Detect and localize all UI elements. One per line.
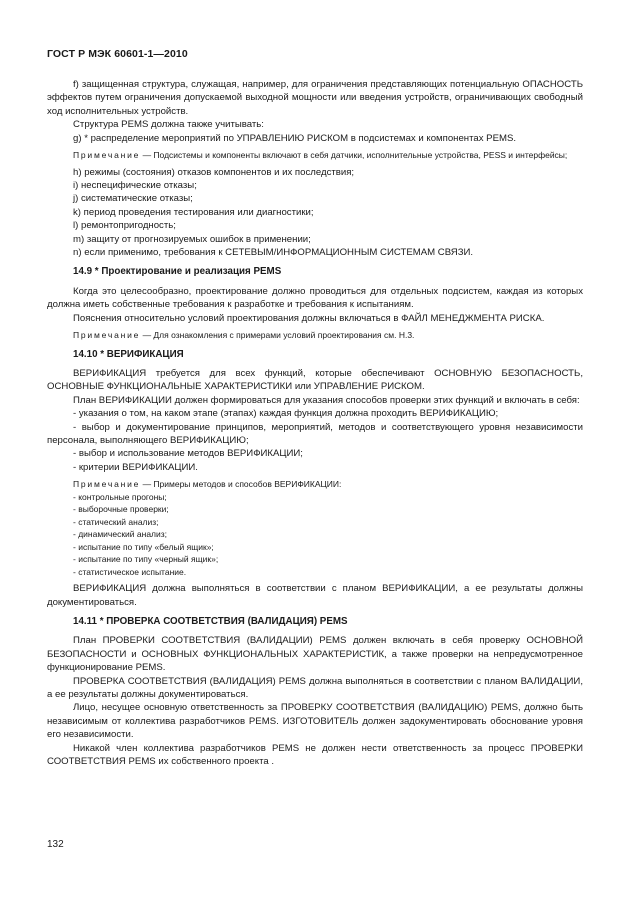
paragraph-structure: Структура PEMS должна также учитывать: xyxy=(73,119,264,131)
list-item: k) период проведения тестирования или диагностики; xyxy=(73,206,314,218)
note-label: Примечание xyxy=(73,330,141,340)
list-item: i) неспецифические отказы; xyxy=(73,179,197,191)
list-item: n) если применимо, требования к СЕТЕВЫМ/ИНФОРМАЦИОННЫМ СИСТЕМАМ СВЯЗИ. xyxy=(73,246,474,258)
note-text: — Примеры методов и способов ВЕРИФИКАЦИИ: xyxy=(140,479,342,490)
paragraph-14-11-1: План ПРОВЕРКИ СООТВЕТСТВИЯ (ВАЛИДАЦИИ) PEMS должен включать в себя проверку ОСНОВНОЙ БЕЗОПАСНОСТИ и ОСНОВНЫХ ФУНКЦИОНАЛЬНЫХ ХАРАКТЕРИСТИК, а также проверки на непредусмотренное функционирование PEMS. xyxy=(47,635,583,674)
document-body xyxy=(47,78,583,768)
section-heading-14-10: 14.10 * ВЕРИФИКАЦИЯ xyxy=(73,348,184,360)
note-list-item: - выборочные проверки; xyxy=(73,504,169,515)
note-list-item: - контрольные прогоны; xyxy=(73,491,167,502)
paragraph-g: g) * распределение мероприятий по УПРАВЛЕНИЮ РИСКОМ в подсистемах и компонентах PEMS. xyxy=(73,132,517,144)
page-number: 132 xyxy=(47,839,64,850)
paragraph-14-10-3: ВЕРИФИКАЦИЯ должна выполняться в соответствии с планом ВЕРИФИКАЦИИ, а ее результаты должны документироваться. xyxy=(47,583,583,608)
note-list-item: - статистическое испытание. xyxy=(73,566,187,577)
paragraph-14-11-4: Никакой член коллектива разработчиков PEMS не должен нести ответственность за процесс ПРОВЕРКИ СООТВЕТСТВИЯ PEMS их собственного проекта . xyxy=(47,742,583,768)
list-item: m) защиту от прогнозируемых ошибок в применении; xyxy=(73,233,311,245)
section-heading-14-11: 14.11 * ПРОВЕРКА СООТВЕТСТВИЯ (ВАЛИДАЦИЯ) PEMS xyxy=(73,615,348,627)
note-list-item: - испытание по типу «белый ящик»; xyxy=(73,541,214,552)
list-item: h) режимы (состояния) отказов компонентов и их последствия; xyxy=(73,166,355,178)
note-design-examples xyxy=(47,329,583,342)
section-heading-14-9: 14.9 * Проектирование и реализация PEMS xyxy=(73,266,282,278)
note-text: — Подсистемы и компоненты включают в себя датчики, исполнительные устройства, PESS и интерфейсы; xyxy=(140,150,568,161)
paragraph-14-9-2: Пояснения относительно условий проектирования должны включаться в ФАЙЛ МЕНЕДЖМЕНТА РИСКА. xyxy=(73,312,545,324)
list-item: - выбор и использование методов ВЕРИФИКАЦИИ; xyxy=(73,448,303,460)
note-subsystems xyxy=(47,149,583,162)
document-header: ГОСТ Р МЭК 60601-1—2010 xyxy=(47,48,188,60)
note-list-item: - испытание по типу «черный ящик»; xyxy=(73,554,219,565)
paragraph-14-10-1: ВЕРИФИКАЦИЯ требуется для всех функций, которые обеспечивают ОСНОВНУЮ БЕЗОПАСНОСТЬ, ОСНОВНЫЕ ФУНКЦИОНАЛЬНЫЕ ХАРАКТЕРИСТИКИ или УПРАВЛЕНИЕ РИСКОМ. xyxy=(47,367,583,393)
note-label: Примечание xyxy=(73,479,141,490)
list-item: - выбор и документирование принципов, мероприятий, методов и соответствующего уровня независимости персонала, выполняющего ВЕРИФИКАЦИЮ; xyxy=(47,421,583,446)
list-item: - указания о том, на каком этапе (этапах) каждая функция должна проходить ВЕРИФИКАЦИЮ; xyxy=(73,408,499,420)
paragraph-14-11-2: ПРОВЕРКА СООТВЕТСТВИЯ (ВАЛИДАЦИЯ) PEMS должна выполняться в соответствии с планом ВАЛИДАЦИИ, а ее результаты должны документироваться. xyxy=(47,675,583,700)
paragraph-14-11-3: Лицо, несущее основную ответственность за ПРОВЕРКУ СООТВЕТСТВИЯ (ВАЛИДАЦИЮ) PEMS, должно быть независимым от коллектива разработчиков PEMS. ИЗГОТОВИТЕЛЬ должен задокументировать обоснование уровня его независимости. xyxy=(47,702,583,741)
note-list-item: - динамический анализ; xyxy=(73,529,168,540)
paragraph-14-9-1: Когда это целесообразно, проектирование должно проводиться для отдельных подсистем, каждая из которых должна иметь собственные требования к разработке и требования к испытаниям. xyxy=(47,285,583,311)
list-item: - критерии ВЕРИФИКАЦИИ. xyxy=(73,461,198,473)
note-verification-methods xyxy=(47,478,583,491)
list-item: j) систематические отказы; xyxy=(73,193,193,205)
list-item: l) ремонтопригодность; xyxy=(73,220,176,232)
note-list-item: - статический анализ; xyxy=(73,516,159,527)
paragraph-14-10-2: План ВЕРИФИКАЦИИ должен формироваться для указания способов проверки этих функций и включать в себя: xyxy=(73,394,580,406)
paragraph-f: f) защищенная структура, служащая, например, для ограничения представляющих потенциальную ОПАСНОСТЬ эффектов путем ограничения допускаемой выходной мощности или введения устройств, ограничивающих свободный ход исполнительных устройств. xyxy=(47,79,583,117)
note-text: — Для ознакомления с примерами условий проектирования см. Н.3. xyxy=(140,330,415,340)
note-label: Примечание xyxy=(73,150,141,161)
